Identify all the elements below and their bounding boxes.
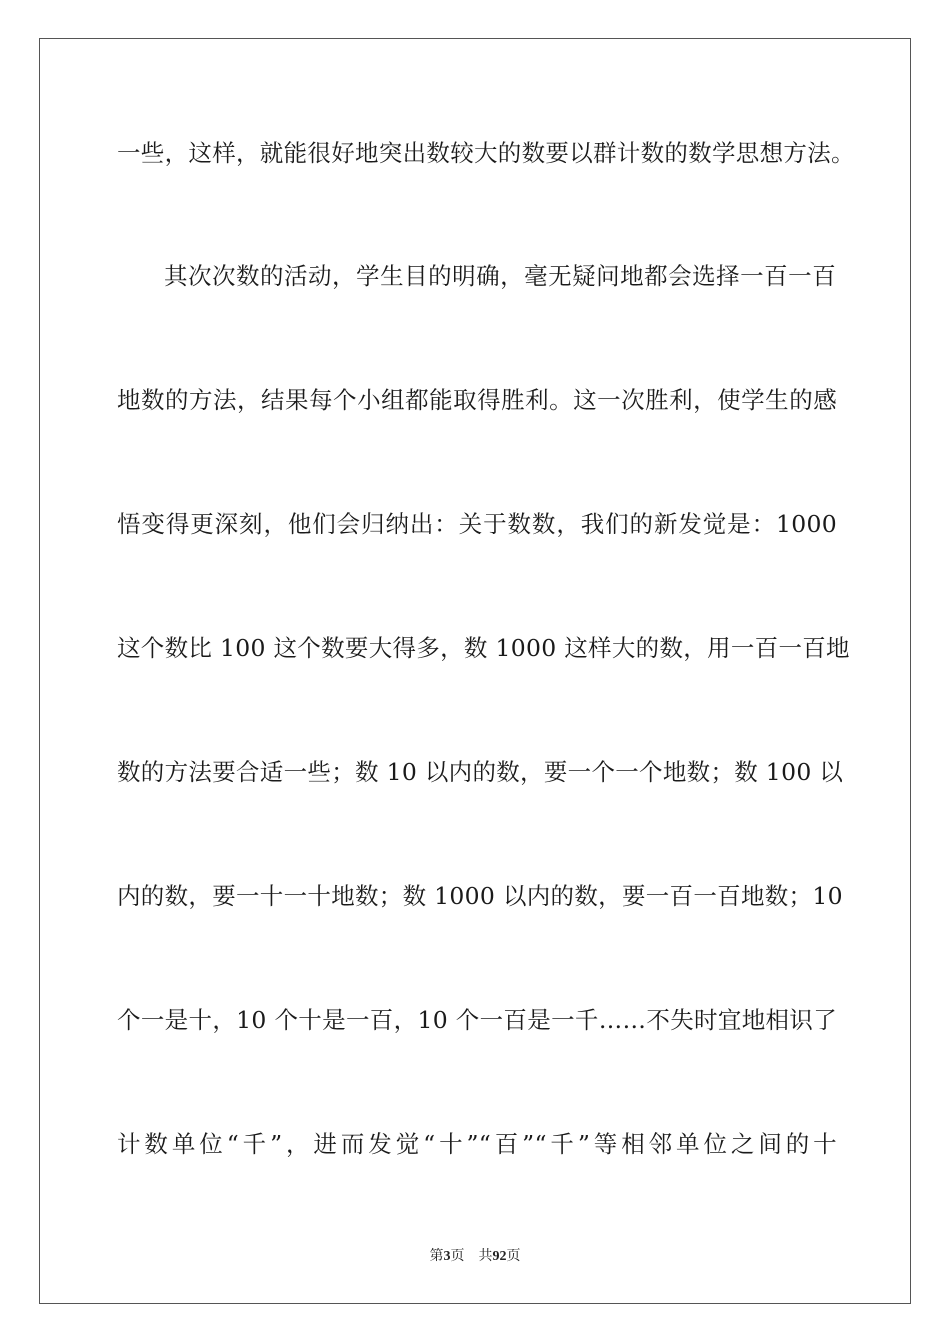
paragraph-line-8: 个一是十，10 个十是一百，10 个一百是一千……不失时宜地相识了 (117, 1006, 837, 1034)
page-border (39, 38, 911, 1304)
paragraph-line-1: 一些，这样，就能很好地突出数较大的数要以群计数的数学思想方法。 (117, 139, 855, 167)
paragraph-line-3: 地数的方法，结果每个小组都能取得胜利。这一次胜利，使学生的感 (117, 386, 837, 414)
paragraph-line-6: 数的方法要合适一些；数 10 以内的数，要一个一个地数；数 100 以 (117, 758, 844, 786)
paragraph-line-5: 这个数比 100 这个数要大得多，数 1000 这样大的数，用一百一百地 (117, 634, 850, 662)
footer-total-prefix: 共 (478, 1248, 493, 1264)
total-page-count: 92 (492, 1249, 507, 1264)
page-footer (0, 1247, 950, 1266)
footer-total-unit: 页 (506, 1248, 521, 1264)
paragraph-line-2: 其次次数的活动，学生目的明确，毫无疑问地都会选择一百一百 (164, 262, 836, 290)
paragraph-line-4: 悟变得更深刻，他们会归纳出：关于数数，我们的新发觉是：1000 (117, 510, 837, 538)
footer-prefix: 第 (429, 1248, 444, 1264)
paragraph-line-7: 内的数，要一十一十地数；数 1000 以内的数，要一百一百地数；10 (117, 882, 843, 910)
paragraph-line-9: 计数单位“千”，进而发觉“十”“百”“千”等相邻单位之间的十 (117, 1130, 837, 1158)
footer-page-unit: 页 (450, 1248, 465, 1264)
current-page-number: 3 (443, 1249, 451, 1264)
